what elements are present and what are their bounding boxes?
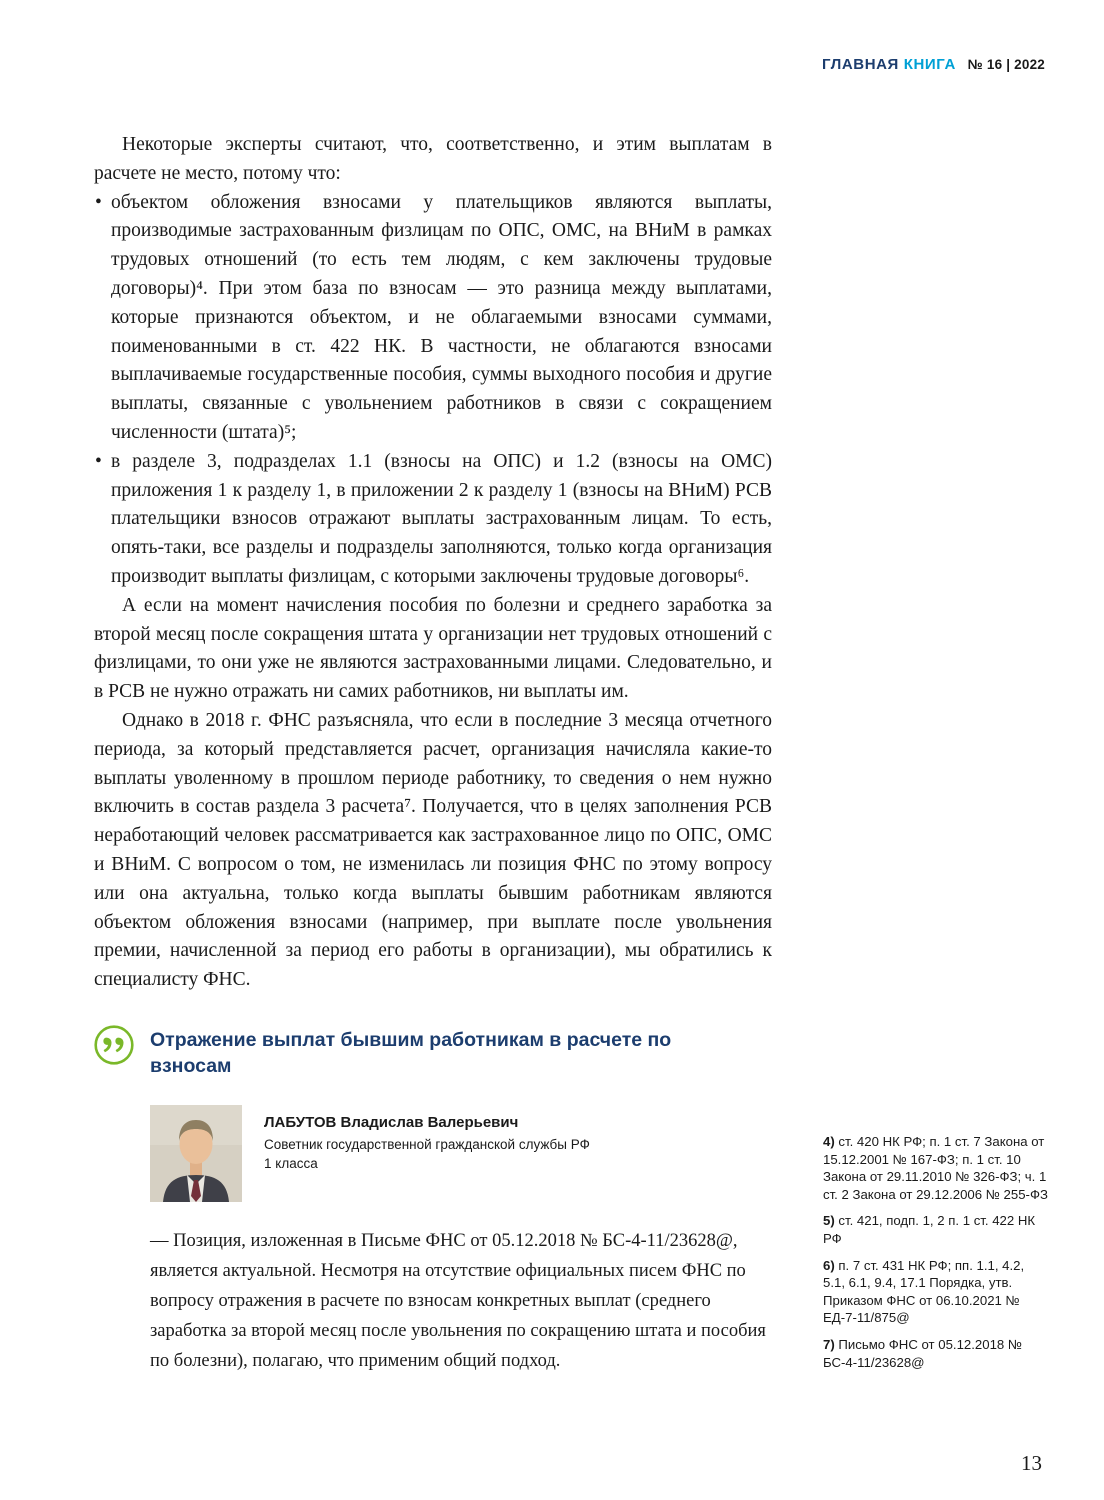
footnote-text: ст. 421, подп. 1, 2 п. 1 ст. 422 НК РФ	[823, 1213, 1036, 1246]
interview-answer: — Позиция, изложенная в Письме ФНС от 05.12.2018 № БС-4-11/23628@, является актуальной. Несмотря на отсутствие официальных писем ФНС по вопросу отражения в расчете по взносам конкретных выплат (среднего заработка за второй месяц после увольнения по сокращению штата и пособия по болезни), полагаю, что применим общий подход.	[150, 1230, 766, 1371]
footnote-text: ст. 420 НК РФ; п. 1 ст. 7 Закона от 15.12.2001 № 167-ФЗ; п. 1 ст. 10 Закона от 29.11.2010 № 326-ФЗ; ч. 1 ст. 2 Закона от 29.12.2006 № 255-ФЗ	[823, 1134, 1048, 1202]
bullet-item: • объектом обложения взносами у плательщиков являются выплаты, производимые застрахованным физлицам по ОПС, ОМС, на ВНиМ в рамках трудовых отношений (то есть тем людям, с кем заключены трудовые договоры)⁴. При этом база по взносам — это разница между выплатами, которые признаются объектом, и не облагаемыми взносами суммами, поименованными в ст. 422 НК. В частности, не облагаются взносами выплачиваемые государственные пособия, суммы выходного пособия и другие выплаты, связанные с увольнением работников в связи с сокращением численности (штата)⁵;	[94, 189, 772, 448]
article-paragraph: Однако в 2018 г. ФНС разъясняла, что если в последние 3 месяца отчетного периода, за который представляется расчет, организация начисляла какие-то выплаты уволенному в прошлом периоде работнику, то сведения о нем нужно включить в состав раздела 3 расчета⁷. Получается, что в целях заполнения РСВ неработающий человек рассматривается как застрахованное лицо по ОПС, ОМС и ВНиМ. С вопросом о том, не изменилась ли позиция ФНС по этому вопросу или она актуальна, только когда выплаты бывшим работникам являются объектом обложения взносами (например, при выплате после увольнения премии, начисленной за период его работы в организации), мы обратились к специалисту ФНС.	[94, 709, 772, 991]
bullet-list	[94, 189, 772, 592]
article-intro-paragraph: Некоторые эксперты считают, что, соответственно, и этим выплатам в расчете не место, потому что:	[94, 134, 772, 184]
footnote-item	[823, 1133, 1049, 1203]
footnote-number: 6)	[823, 1257, 835, 1273]
expert-position: Советник государственной гражданской службы РФ	[264, 1137, 590, 1153]
interview-title: Отражение выплат бывшим работникам в расчете по взносам	[150, 1028, 672, 1077]
article-paragraph: А если на момент начисления пособия по болезни и среднего заработка за второй месяц после сокращения штата у организации нет трудовых отношений с физлицами, то они уже не являются застрахованными лицами. Следовательно, и в РСВ не нужно отражать ни самих работников, ни выплаты им.	[94, 594, 772, 703]
article-column	[94, 131, 772, 1376]
footnote-text: Письмо ФНС от 05.12.2018 № БС-4-11/23628@	[823, 1336, 1023, 1370]
expert-info	[264, 1105, 590, 1202]
footnote-item	[823, 1257, 1049, 1327]
issue-number: № 16 | 2022	[967, 57, 1045, 72]
brand-name-primary: ГЛАВНАЯ	[821, 56, 899, 73]
footnote-item	[823, 1212, 1049, 1247]
footnote-number: 5)	[823, 1213, 835, 1229]
interview-section	[94, 1025, 772, 1376]
quote-icon	[94, 1025, 134, 1065]
page-number: 13	[1021, 1451, 1042, 1475]
expert-card	[150, 1105, 772, 1202]
magazine-header	[822, 56, 1045, 73]
footnote-item	[823, 1336, 1049, 1371]
interview-header	[94, 1025, 772, 1079]
expert-photo	[150, 1105, 242, 1202]
footnote-text: п. 7 ст. 431 НК РФ; пп. 1.1, 4.2, 5.1, 6.1, 9.4, 17.1 Порядка, утв. Приказом ФНС от 06.10.2021 № ЕД-7-11/875@	[823, 1257, 1025, 1326]
brand-name-secondary: КНИГА	[903, 56, 956, 73]
expert-rank: 1 класса	[264, 1155, 318, 1171]
expert-name: ЛАБУТОВ Владислав Валерьевич	[264, 1113, 519, 1131]
bullet-item: • в разделе 3, подразделах 1.1 (взносы на ОПС) и 1.2 (взносы на ОМС) приложения 1 к разделу 1, в приложении 2 к разделу 1 (взносы на ВНиМ) РСВ плательщики взносов отражают выплаты застрахованным лицам. То есть, опять-таки, все разделы и подразделы заполняются, только когда организация производит выплаты физлицам, с которыми заключены трудовые договоры⁶.	[94, 448, 772, 592]
footnote-number: 7)	[823, 1336, 835, 1352]
footnotes-sidebar	[823, 1133, 1049, 1380]
footnote-number: 4)	[823, 1134, 835, 1149]
